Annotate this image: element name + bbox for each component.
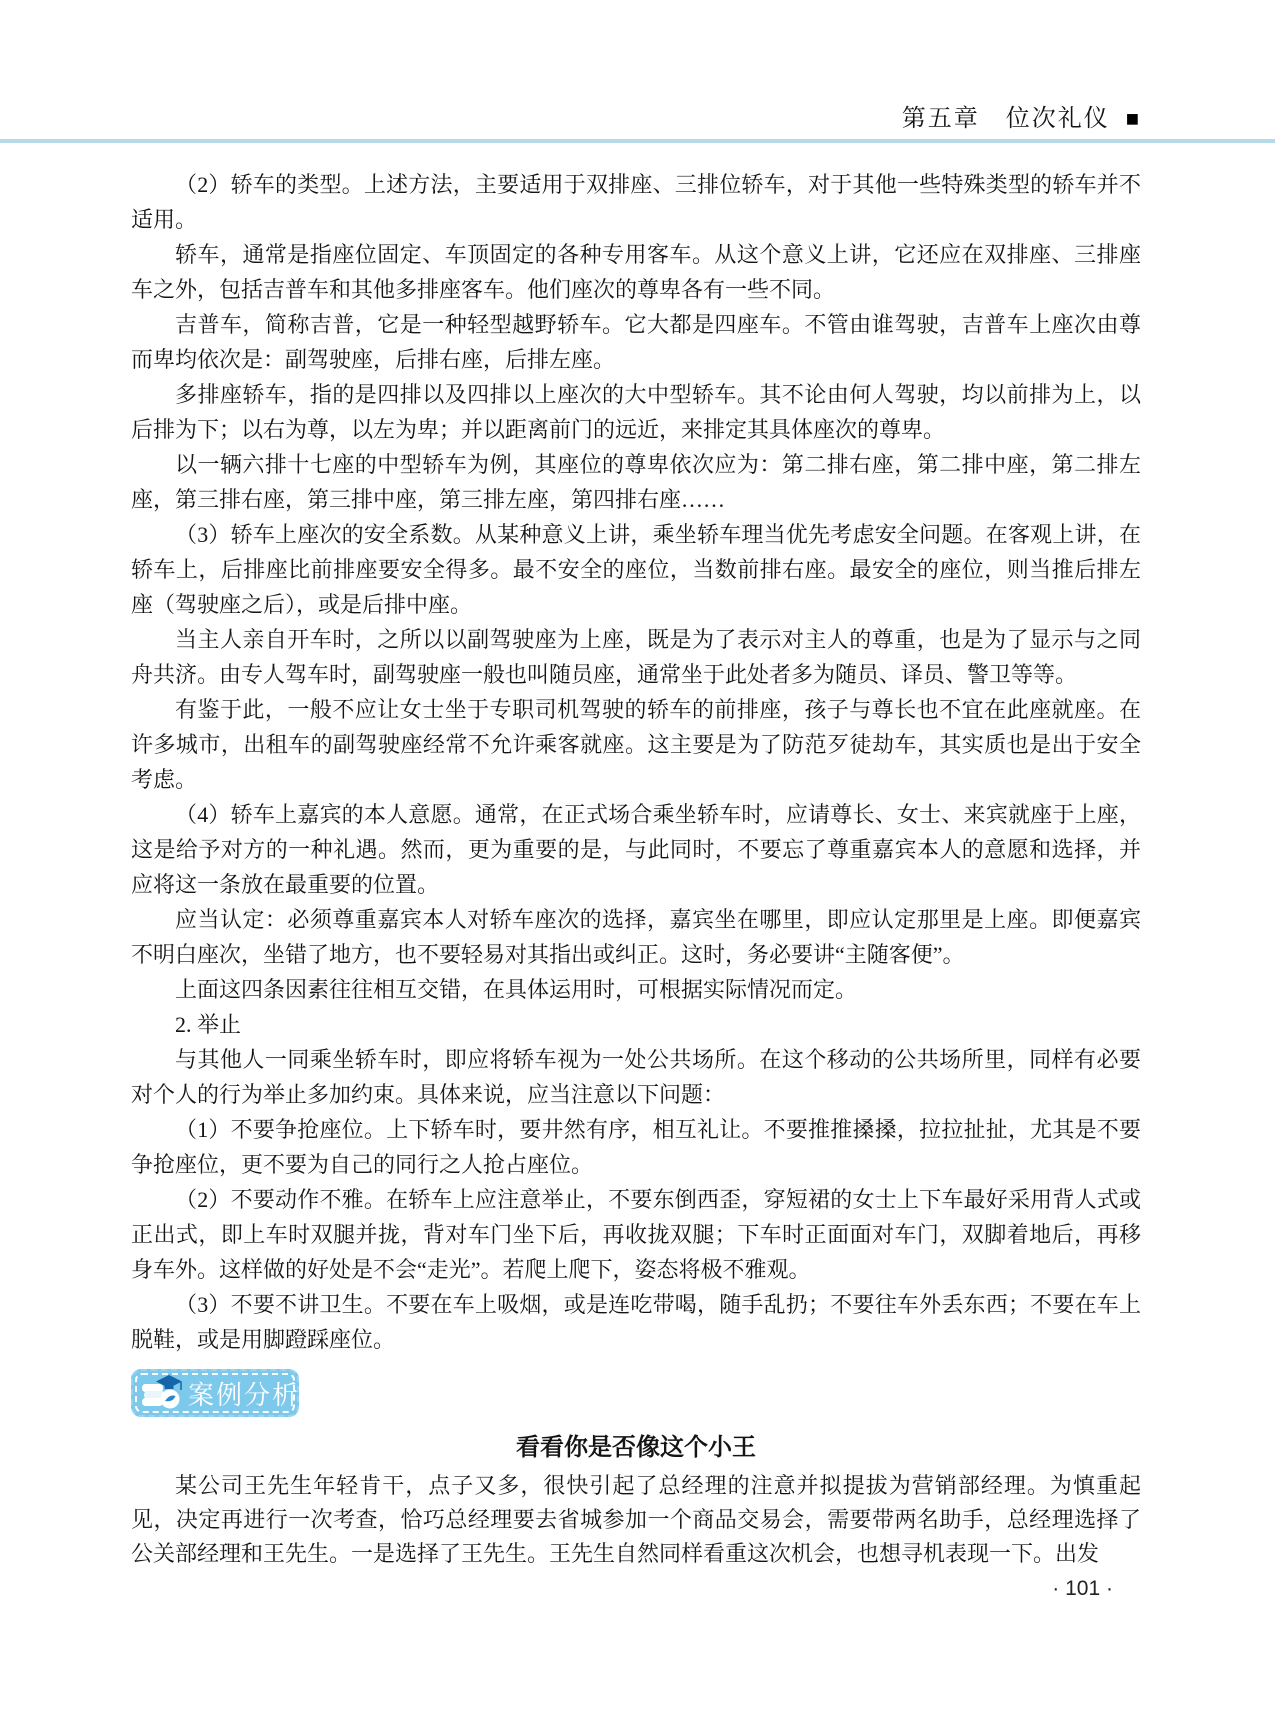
case-analysis-badge-label: 案例分析 [188,1380,301,1410]
body-paragraph: 吉普车，简称吉普，它是一种轻型越野轿车。它大都是四座车。不管由谁驾驶，吉普车上座次由尊而卑均依次是：副驾驶座，后排右座，后排左座。 [131,312,1141,372]
body-paragraph: （2）不要动作不雅。在轿车上应注意举止，不要东倒西歪，穿短裙的女士上下车最好采用背人式或正出式，即上车时双腿并拢，背对车门坐下后，再收拢双腿；下车时正面面对车门，双脚着地后，再移身车外。这样做的好处是不会“走光”。若爬上爬下，姿态将极不雅观。 [131,1187,1141,1282]
body-subheading: 2. 举止 [175,1012,242,1037]
books-graduation-cap-icon [141,1373,183,1413]
body-paragraph: 轿车，通常是指座位固定、车顶固定的各种专用客车。从这个意义上讲，它还应在双排座、三排座车之外，包括吉普车和其他多排座客车。他们座次的尊卑各有一些不同。 [131,242,1141,302]
case-analysis-badge [131,1369,299,1417]
page-header [0,0,1275,143]
page-number: · 101 · [1052,1577,1113,1600]
body-paragraph: （2）轿车的类型。上述方法，主要适用于双排座、三排位轿车，对于其他一些特殊类型的轿车并不适用。 [131,172,1141,232]
chapter-marker-square: ■ [1125,106,1141,131]
body-paragraph: 多排座轿车，指的是四排以及四排以上座次的大中型轿车。其不论由何人驾驶，均以前排为上，以后排为下；以右为尊，以左为卑；并以距离前门的远近，来排定其具体座次的尊卑。 [131,382,1141,442]
chapter-heading [902,98,1141,133]
body-paragraph: （4）轿车上嘉宾的本人意愿。通常，在正式场合乘坐轿车时，应请尊长、女士、来宾就座于上座，这是给予对方的一种礼遇。然而，更为重要的是，与此同时，不要忘了尊重嘉宾本人的意愿和选择，并应将这一条放在最重要的位置。 [131,802,1141,897]
chapter-title: 第五章 位次礼仪 [901,106,1110,132]
case-analysis-section [131,1369,1141,1571]
page-content [131,143,1141,1571]
case-title: 看看你是否像这个小王 [516,1434,756,1461]
body-paragraph: 以一辆六排十七座的中型轿车为例，其座位的尊卑依次应为：第二排右座，第二排中座，第二排左座，第三排右座，第三排中座，第三排左座，第四排右座…… [131,452,1141,512]
body-paragraph: （3）轿车上座次的安全系数。从某种意义上讲，乘坐轿车理当优先考虑安全问题。在客观上讲，在轿车上，后排座比前排座要安全得多。最不安全的座位，当数前排右座。最安全的座位，则当推后排左座（驾驶座之后），或是后排中座。 [131,522,1141,617]
case-paragraph: 某公司王先生年轻肯干，点子又多，很快引起了总经理的注意并拟提拔为营销部经理。为慎重起见，决定再进行一次考查，恰巧总经理要去省城参加一个商品交易会，需要带两名助手，总经理选择了公关部经理和王先生。一是选择了王先生。王先生自然同样看重这次机会，也想寻机表现一下。出发 [131,1473,1141,1566]
body-paragraph: 与其他人一同乘坐轿车时，即应将轿车视为一处公共场所。在这个移动的公共场所里，同样有必要对个人的行为举止多加约束。具体来说，应当注意以下问题： [131,1047,1141,1107]
body-paragraph: 应当认定：必须尊重嘉宾本人对轿车座次的选择，嘉宾坐在哪里，即应认定那里是上座。即便嘉宾不明白座次，坐错了地方，也不要轻易对其指出或纠正。这时，务必要讲“主随客便”。 [131,907,1141,967]
body-paragraph: 有鉴于此，一般不应让女士坐于专职司机驾驶的轿车的前排座，孩子与尊长也不宜在此座就座。在许多城市，出租车的副驾驶座经常不允许乘客就座。这主要是为了防范歹徒劫车，其实质也是出于安全考虑。 [131,697,1141,792]
body-text [131,143,1141,1357]
body-paragraph: 上面这四条因素往往相互交错，在具体运用时，可根据实际情况而定。 [175,977,858,1002]
body-paragraph: （3）不要不讲卫生。不要在车上吸烟，或是连吃带喝，随手乱扔；不要往车外丢东西；不要在车上脱鞋，或是用脚蹬踩座位。 [131,1292,1141,1352]
body-paragraph: （1）不要争抢座位。上下轿车时，要井然有序，相互礼让。不要推推搡搡，拉拉扯扯，尤其是不要争抢座位，更不要为自己的同行之人抢占座位。 [131,1117,1141,1177]
header-rule [0,139,1275,143]
page-footer [131,1577,1141,1601]
body-paragraph: 当主人亲自开车时，之所以以副驾驶座为上座，既是为了表示对主人的尊重，也是为了显示与之同舟共济。由专人驾车时，副驾驶座一般也叫随员座，通常坐于此处者多为随员、译员、警卫等等。 [131,627,1141,687]
